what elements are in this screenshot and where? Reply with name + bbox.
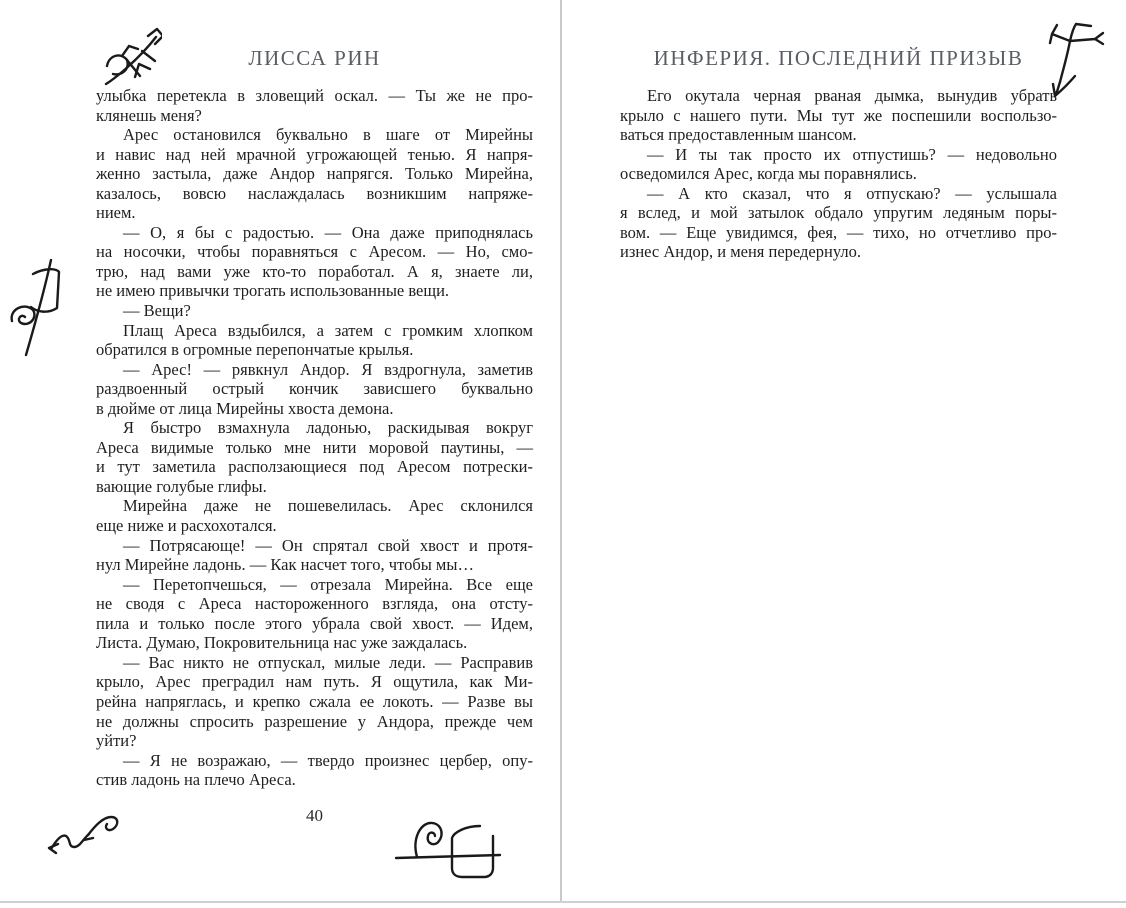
text-line: клянешь меня? (96, 105, 202, 125)
text-line: изнес Андор, и меня передернуло. (620, 242, 861, 262)
text-line: — И ты так просто их отпустишь? — недовольно (647, 144, 1057, 164)
left-margin-glyph-doodle (6, 258, 72, 358)
text-line: вом. — Еще увидимся, фея, — тихо, но отчетливо про- (620, 222, 1057, 242)
text-line: в дюйме от лица Мирейны хвоста демона. (96, 398, 394, 418)
text-line: не имею привычки трогать использованные вещи. (96, 281, 450, 301)
text-line: крыло, Арес преградил нам путь. Я ощутила, как Ми- (96, 672, 533, 692)
text-line: стив ладонь на плечо Ареса. (96, 770, 296, 790)
text-line: улыбка перетекла в зловещий оскал. — Ты же не про- (96, 86, 533, 105)
text-line: трю, над вами уже кто-то поработал. А я, знаете ли, (96, 261, 533, 281)
text-line: Его окутала черная рваная дымка, вынудив убрать (647, 86, 1057, 105)
text-line: на носочки, чтобы поравняться с Аресом. — Но, смо- (96, 242, 533, 262)
text-line: пила и только после этого убрала свой хвост. — Идем, (96, 613, 533, 633)
text-line: рейна напряглась, и крепко сжала ее локоть. — Разве вы (96, 691, 533, 711)
right-page-text[interactable] (620, 86, 1057, 262)
text-line: и тут заметила расползающиеся под Аресом потрески- (96, 457, 533, 477)
top-right-glyph-doodle (1030, 20, 1106, 102)
left-page-text[interactable] (96, 86, 533, 790)
text-line: обратился в огромные перепончатые крылья. (96, 340, 414, 360)
text-line: — Вещи? (123, 301, 191, 321)
text-line: не сводя с Ареса настороженного взгляда, она отсту- (96, 594, 533, 614)
text-line: крыло с нашего пути. Мы тут же поспешили воспользо- (620, 105, 1057, 125)
text-line: казалось, вовсю наслаждалась возникшим напряже- (96, 183, 533, 203)
bottom-left-glyph-doodle (44, 808, 126, 860)
text-line: — Я не возражаю, — твердо произнес цербер, опу- (123, 750, 533, 770)
running-header-author: ЛИССА РИН (248, 46, 381, 70)
page-gutter-divider (560, 0, 562, 901)
running-header-title: ИНФЕРИЯ. ПОСЛЕДНИЙ ПРИЗЫВ (653, 46, 1024, 70)
text-line: Я быстро взмахнула ладонью, раскидывая вокруг (123, 418, 533, 438)
text-line: Мирейна даже не пошевелилась. Арес склонился (123, 496, 533, 516)
bottom-center-glyph-doodle (392, 806, 506, 882)
text-line: — Перетопчешься, — отрезала Мирейна. Все еще (123, 574, 533, 594)
text-line: Арес остановился буквально в шаге от Мирейны (123, 125, 533, 145)
text-line: вающие голубые глифы. (96, 476, 267, 496)
text-line: — Арес! — рявкнул Андор. Я вздрогнула, заметив (123, 359, 533, 379)
text-line: уйти? (96, 731, 137, 751)
text-line: Листа. Думаю, Покровительница нас уже заждалась. (96, 633, 468, 653)
text-line: — Потрясающе! — Он спрятал свой хвост и протя- (123, 535, 533, 555)
text-line: раздвоенный острый кончик зависшего буквально (96, 379, 533, 399)
text-line: — Вас никто не отпускал, милые леди. — Расправив (123, 652, 533, 672)
text-line: нием. (96, 203, 136, 223)
page-number: 40 (306, 806, 323, 825)
text-line: и навис над ней мрачной угрожающей тенью. Я напря- (96, 144, 533, 164)
text-line: — О, я бы с радостью. — Она даже приподнялась (123, 222, 533, 242)
text-line: женно застыла, даже Андор напрягся. Только Мирейна, (96, 164, 533, 184)
text-line: — А кто сказал, что я отпускаю? — услышала (647, 183, 1057, 203)
top-left-glyph-doodle (98, 24, 162, 90)
text-line: я вслед, и мой затылок обдало упругим ледяным поры- (620, 203, 1057, 223)
text-line: осведомился Арес, когда мы поравнялись. (620, 164, 917, 184)
text-line: ваться предоставленным шансом. (620, 125, 857, 145)
bottom-divider (0, 901, 1126, 903)
text-line: Плащ Ареса вздыбился, а затем с громким хлопком (123, 320, 533, 340)
text-line: не должны спросить разрешение у Андора, прежде чем (96, 711, 533, 731)
text-line: еще ниже и расхохотался. (96, 516, 277, 536)
text-line: нул Мирейне ладонь. — Как насчет того, чтобы мы… (96, 555, 474, 575)
text-line: Ареса видимые только мне нити моровой паутины, — (96, 437, 533, 457)
